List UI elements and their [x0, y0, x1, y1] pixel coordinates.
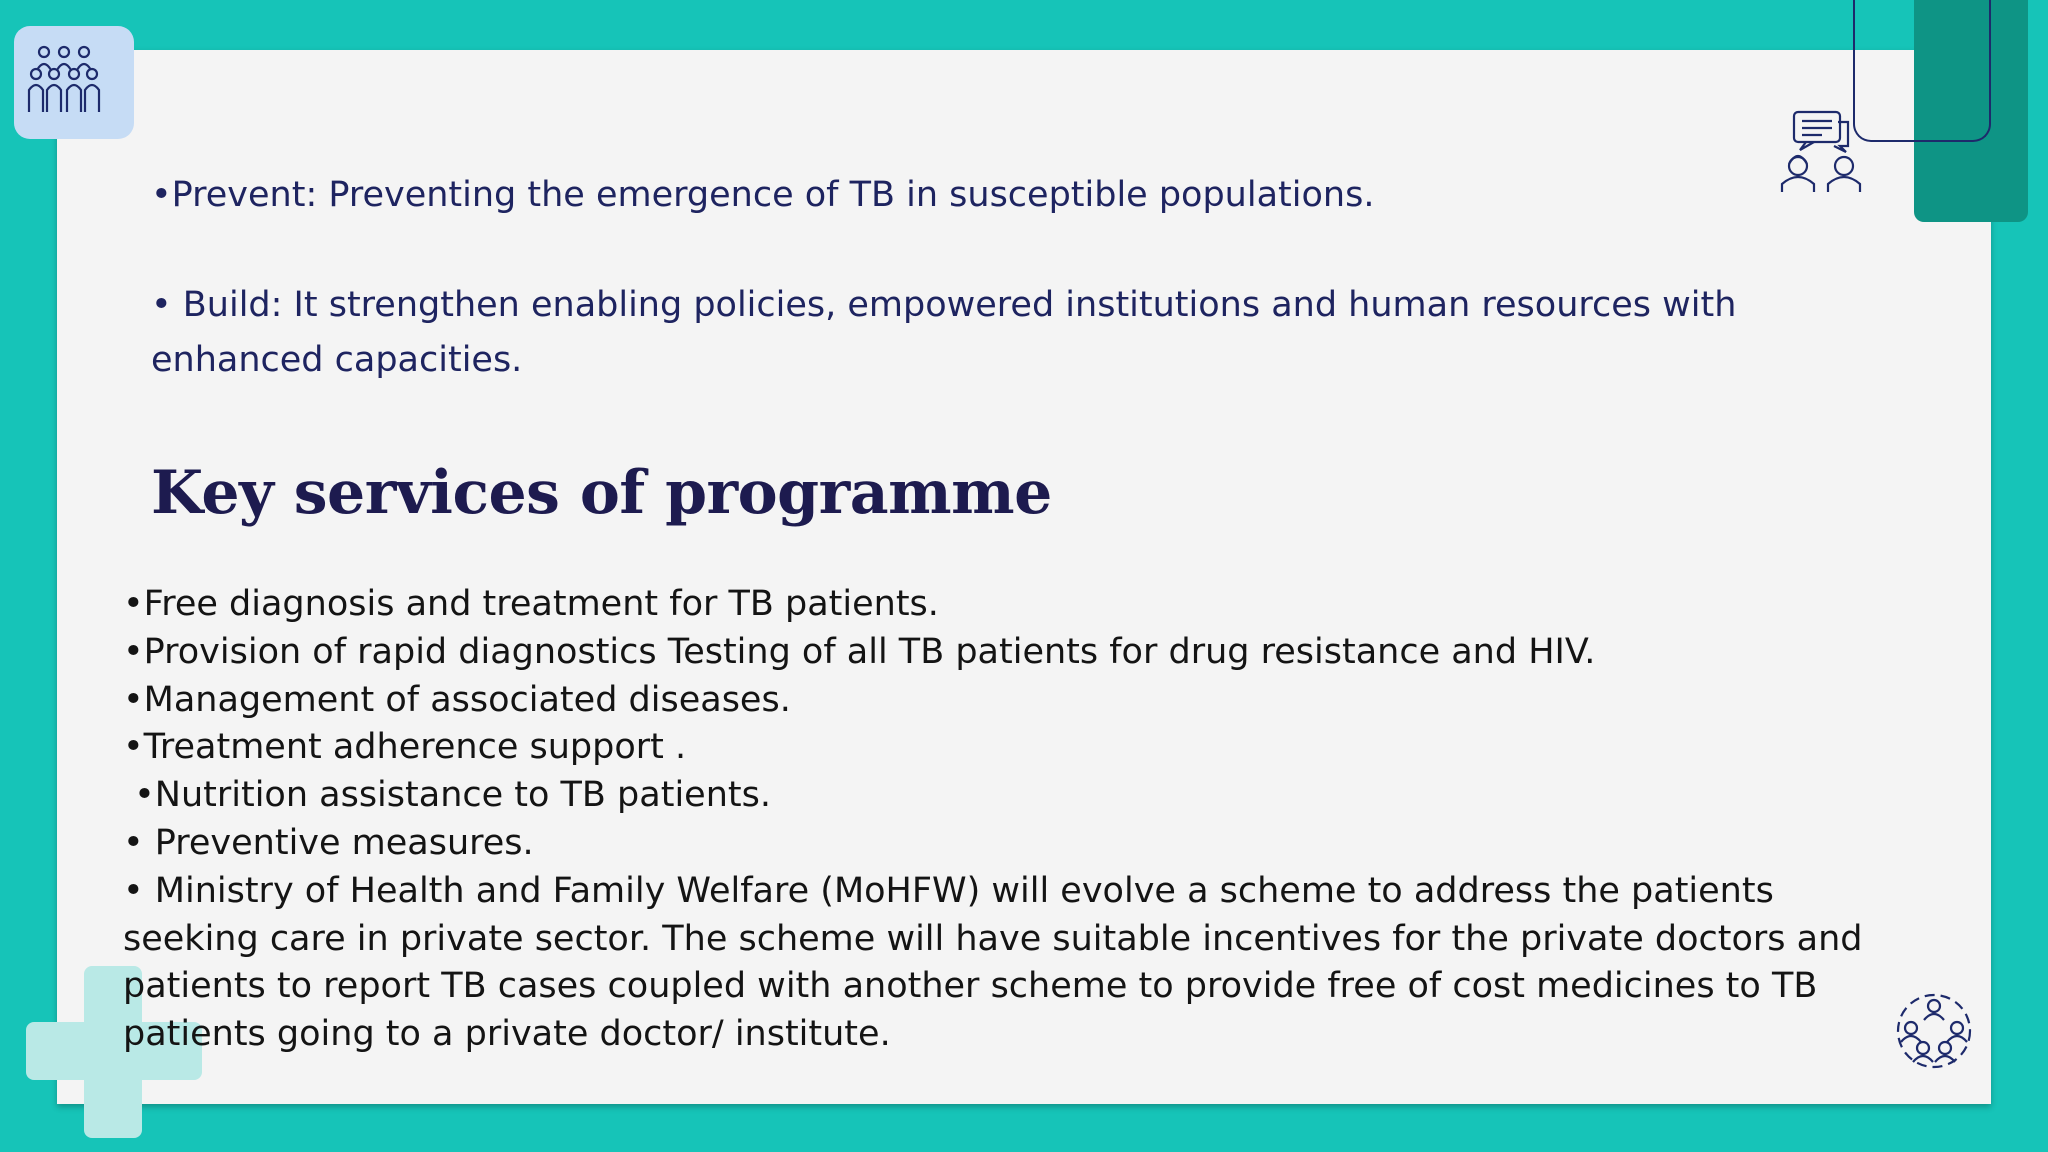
intro-prevent: •Prevent: Preventing the emergence of TB in susceptible populations.: [151, 175, 1375, 215]
service-item: •Provision of rapid diagnostics Testing of all TB patients for drug resistance and HIV.: [123, 631, 1596, 672]
service-item: • Ministry of Health and Family Welfare (MoHFW) will evolve a scheme to address the patients seeking care in private sector. The scheme will have suitable incentives for the private doctors and patients to report TB cases coupled with another scheme to provide free of cost medicines to TB patients going to a private doctor/ institute.: [123, 870, 1863, 1055]
intro-build: • Build: It strengthen enabling policies, empowered institutions and human resources with enhanced capacities.: [151, 285, 1737, 380]
service-item: •Free diagnosis and treatment for TB patients.: [123, 584, 939, 624]
service-item: •Nutrition assistance to TB patients.: [123, 775, 771, 816]
service-item: •Management of associated diseases.: [123, 679, 791, 720]
service-item: • Preventive measures.: [123, 822, 534, 863]
section-title: Key services of programme: [151, 458, 1052, 528]
services-list: [123, 581, 1883, 1059]
service-item: •Treatment adherence support .: [123, 727, 687, 768]
